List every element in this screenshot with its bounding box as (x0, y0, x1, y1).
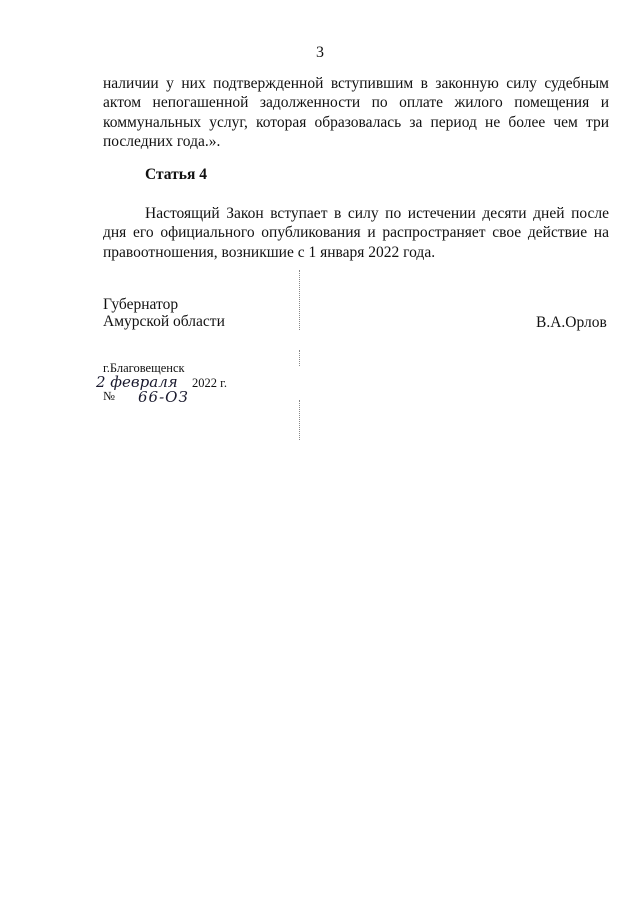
page-number: 3 (316, 44, 324, 61)
place-of-signing: г.Благовещенск (103, 361, 185, 375)
signatory-name: В.А.Орлов (536, 314, 607, 331)
date-year: 2022 г. (192, 376, 227, 390)
law-number (103, 388, 189, 411)
paragraph-continuation: наличии у них подтвержденной вступившим в законную силу судебным актом непогашенной задолженности по оплате жилого помещения и коммунальных услуг, которая образовалась за период не более чем три последних года.». (103, 75, 609, 151)
dotted-line-lower (299, 400, 302, 440)
signatory-title-line-1: Губернатор (103, 296, 179, 313)
signatory-title-line-2: Амурской области (103, 313, 225, 330)
article-heading: Статья 4 (145, 166, 207, 183)
dotted-line-upper (299, 270, 302, 330)
article-4-text: Настоящий Закон вступает в силу по истечении десяти дней после дня его официального опубликования и распространяет свое действие на правоотношения, возникшие с 1 января 2022 года. (103, 205, 609, 261)
handwritten-number: 66-ОЗ (138, 388, 189, 406)
dotted-line-middle (299, 350, 302, 366)
number-label: № (103, 389, 115, 403)
signatory-title (103, 296, 225, 330)
handwritten-date: 2 февраля (96, 373, 178, 391)
